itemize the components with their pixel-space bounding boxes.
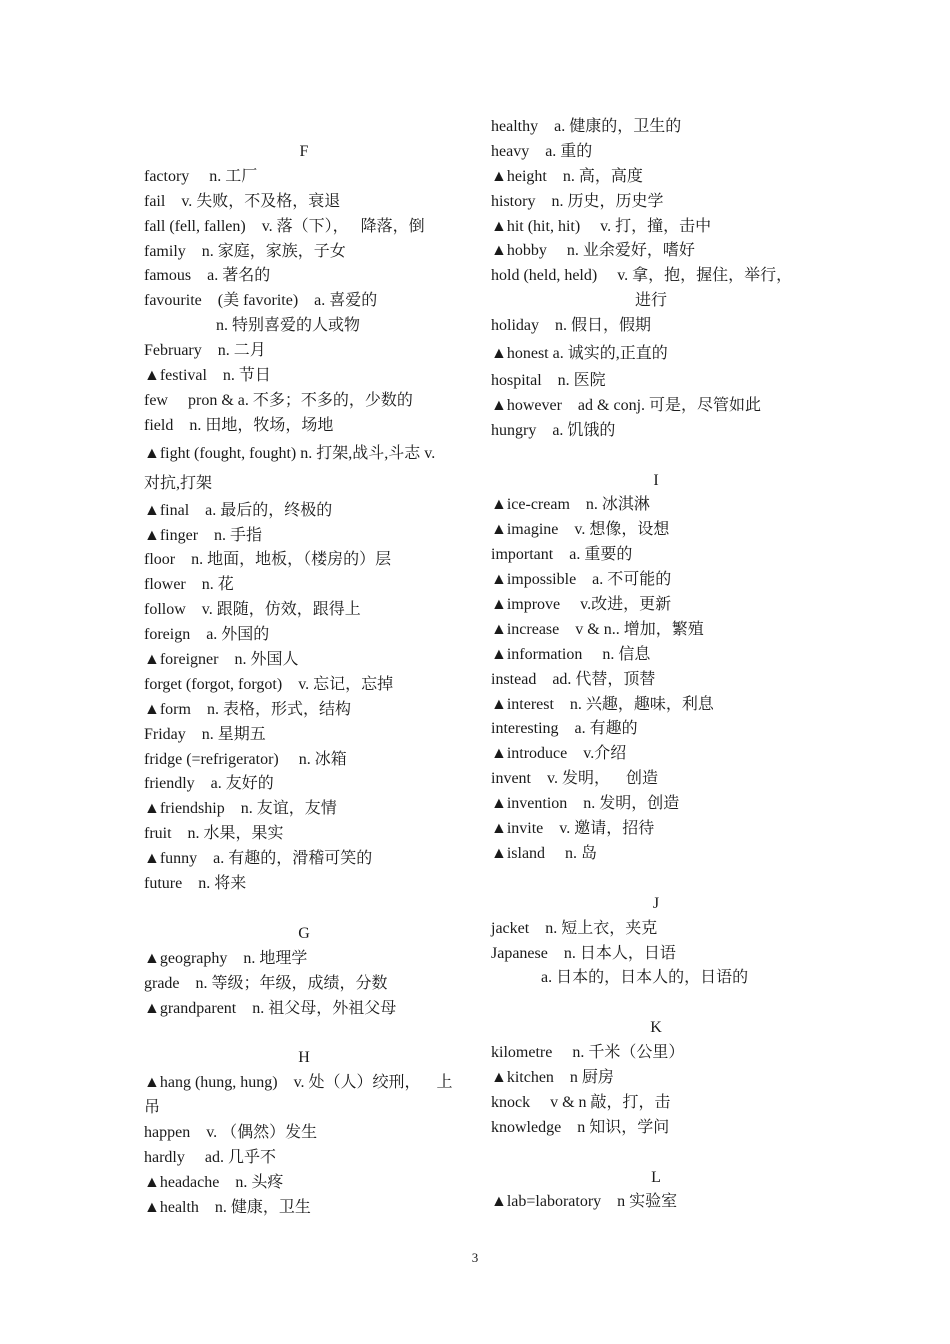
- vocabulary-entry: a. 日本的，日本人的，日语的: [541, 969, 749, 987]
- vocabulary-entry: ▲hang (hung, hung) v. 处（人）绞刑， 上: [144, 1074, 453, 1092]
- section-spacer: [491, 991, 821, 1016]
- vocabulary-entry: ▲island n. 岛: [491, 844, 598, 862]
- vocabulary-entry: famous a. 著名的: [144, 267, 271, 285]
- vocabulary-entry: hospital n. 医院: [491, 372, 606, 390]
- vocabulary-entry: February n. 二月: [144, 342, 266, 360]
- vocabulary-entry: ▲increase v & n.. 增加，繁殖: [491, 620, 704, 638]
- vocabulary-entry: holiday n. 假日，假期: [491, 317, 651, 335]
- vocabulary-entry: follow v. 跟随，仿效，跟得上: [144, 601, 361, 619]
- vocabulary-entry: ▲grandparent n. 祖父母，外祖父母: [144, 999, 397, 1017]
- vocabulary-entry: hungry a. 饥饿的: [491, 421, 616, 439]
- vocabulary-entry: ▲invention n. 发明，创造: [491, 795, 680, 813]
- vocabulary-entry: ▲kitchen n 厨房: [491, 1068, 614, 1086]
- vocabulary-entry: 进行: [635, 292, 668, 310]
- section-letter-heading: G: [298, 924, 310, 942]
- vocabulary-entry: ▲festival n. 节日: [144, 367, 271, 385]
- vocabulary-entry: ▲ice-cream n. 冰淇淋: [491, 496, 650, 514]
- vocabulary-entry: favourite (美 favorite) a. 喜爱的: [144, 292, 378, 310]
- vocabulary-entry: ▲introduce v.介绍: [491, 745, 627, 763]
- vocabulary-entry: family n. 家庭，家族，子女: [144, 242, 346, 260]
- vocabulary-entry: grade n. 等级；年级，成绩，分数: [144, 974, 388, 992]
- vocabulary-entry: ▲geography n. 地理学: [144, 949, 308, 967]
- page-number: 3: [471, 1250, 479, 1265]
- vocabulary-entry: ▲final a. 最后的，终极的: [144, 501, 333, 519]
- vocabulary-entry: heavy a. 重的: [491, 142, 593, 160]
- vocabulary-entry: n. 特别喜爱的人或物: [216, 317, 361, 335]
- vocabulary-entry: floor n. 地面，地板，（楼房的）层: [144, 551, 392, 569]
- vocabulary-entry: ▲interest n. 兴趣，趣味，利息: [491, 695, 714, 713]
- vocabulary-entry: jacket n. 短上衣，夹克: [491, 919, 658, 937]
- section-spacer: [491, 867, 821, 892]
- right-column: [491, 115, 821, 1215]
- vocabulary-entry: friendly a. 友好的: [144, 775, 274, 793]
- vocabulary-entry: fail v. 失败，不及格，衰退: [144, 192, 341, 210]
- left-column: [144, 140, 464, 1221]
- section-letter-heading: F: [299, 143, 309, 160]
- vocabulary-entry: ▲friendship n. 友谊，友情: [144, 800, 337, 818]
- vocabulary-entry: Japanese n. 日本人，日语: [491, 944, 676, 962]
- vocabulary-entry: knowledge n 知识，学问: [491, 1118, 670, 1136]
- vocabulary-entry: ▲funny a. 有趣的，滑稽可笑的: [144, 850, 373, 868]
- section-spacer: [144, 897, 464, 922]
- vocabulary-entry: factory n. 工厂: [144, 167, 258, 185]
- vocabulary-entry: 吊: [144, 1099, 161, 1117]
- vocabulary-entry: Friday n. 星期五: [144, 725, 266, 743]
- vocabulary-entry: fall (fell, fallen) v. 落（下）， 降落，倒: [144, 217, 425, 235]
- vocabulary-entry: invent v. 发明， 创造: [491, 770, 658, 788]
- vocabulary-entry: fruit n. 水果，果实: [144, 825, 284, 843]
- vocabulary-entry: ▲health n. 健康，卫生: [144, 1198, 311, 1216]
- vocabulary-entry: ▲hobby n. 业余爱好，嗜好: [491, 242, 695, 260]
- vocabulary-entry: field n. 田地，牧场，场地: [144, 416, 334, 434]
- vocabulary-entry: ▲form n. 表格，形式，结构: [144, 700, 351, 718]
- vocabulary-entry: ▲improve v.改进，更新: [491, 596, 672, 614]
- vocabulary-entry: ▲invite v. 邀请，招待: [491, 820, 655, 838]
- vocabulary-entry: ▲finger n. 手指: [144, 526, 263, 544]
- vocabulary-entry: ▲information n. 信息: [491, 645, 651, 663]
- vocabulary-entry: ▲honest a. 诚实的,正直的: [491, 345, 668, 363]
- section-letter-heading: L: [651, 1168, 661, 1186]
- vocabulary-entry: few pron & a. 不多；不多的，少数的: [144, 391, 413, 409]
- vocabulary-entry: healthy a. 健康的，卫生的: [491, 118, 682, 135]
- vocabulary-entry: ▲imagine v. 想像，设想: [491, 521, 670, 539]
- section-letter-heading: K: [650, 1019, 662, 1037]
- vocabulary-entry: fridge (=refrigerator) n. 冰箱: [144, 750, 347, 768]
- vocabulary-entry: important a. 重要的: [491, 546, 633, 564]
- vocabulary-entry: hold (held, held) v. 拿，抱，握住，举行，: [491, 267, 793, 285]
- vocabulary-entry: instead ad. 代替，顶替: [491, 670, 656, 688]
- vocabulary-entry: ▲impossible a. 不可能的: [491, 571, 672, 589]
- vocabulary-entry: foreign a. 外国的: [144, 626, 270, 644]
- vocabulary-entry: forget (forgot, forgot) v. 忘记，忘掉: [144, 675, 394, 693]
- vocabulary-entry: interesting a. 有趣的: [491, 720, 638, 738]
- vocabulary-entry: 对抗,打架: [144, 474, 213, 492]
- vocabulary-entry: ▲fight (fought, fought) n. 打架,战斗,斗志 v.: [144, 444, 436, 462]
- section-spacer: [144, 1021, 464, 1046]
- vocabulary-entry: hardly ad. 几乎不: [144, 1148, 276, 1166]
- section-letter-heading: I: [653, 471, 659, 489]
- vocabulary-entry: ▲foreigner n. 外国人: [144, 651, 299, 669]
- vocabulary-entry: knock v & n 敲，打，击: [491, 1093, 671, 1111]
- vocabulary-entry: history n. 历史，历史学: [491, 192, 664, 210]
- section-spacer: [491, 1141, 821, 1166]
- vocabulary-entry: ▲hit (hit, hit) v. 打，撞，击中: [491, 217, 712, 235]
- section-letter-heading: H: [298, 1049, 310, 1067]
- section-spacer: [491, 444, 821, 469]
- vocabulary-entry: ▲lab=laboratory n 实验室: [491, 1193, 678, 1211]
- vocabulary-entry: happen v. （偶然）发生: [144, 1123, 318, 1141]
- section-letter-heading: J: [652, 894, 660, 912]
- vocabulary-entry: future n. 将来: [144, 875, 247, 893]
- vocabulary-entry: flower n. 花: [144, 576, 234, 594]
- vocabulary-entry: ▲height n. 高，高度: [491, 167, 643, 185]
- vocabulary-entry: ▲however ad & conj. 可是，尽管如此: [491, 396, 762, 414]
- vocabulary-entry: ▲headache n. 头疼: [144, 1173, 284, 1191]
- vocabulary-entry: kilometre n. 千米（公里）: [491, 1044, 685, 1062]
